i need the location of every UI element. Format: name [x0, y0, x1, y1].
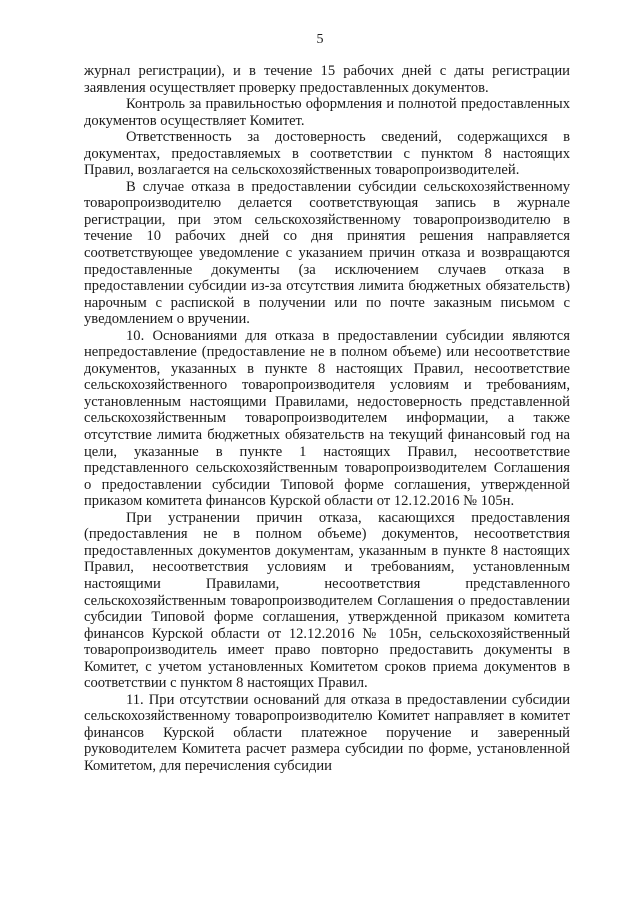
- paragraph-control: Контроль за правильностью оформления и полнотой предоставленных документов осуществляет Комитет.: [84, 96, 570, 129]
- page-number: 5: [316, 32, 324, 47]
- document-body: [84, 63, 570, 775]
- paragraph-clause-10: 10. Основаниями для отказа в предоставлении субсидии являются непредоставление (предоставление не в полном объеме) или несоответствие документов, указанных в пункте 8 настоящих Правил, несоответствие сельскохозяйственного товаропроизводителя условиям и требованиям, установленным настоящими Правилами, недостоверность представленной сельскохозяйственным товаропроизводителем информации, а также отсутствие лимита бюджетных обязательств на текущий финансовый год на цели, указанные в пункте 1 настоящих Правил, несоответствие представленного сельскохозяйственным товаропроизводителем Соглашения о предоставлении субсидии Типовой форме соглашения, утвержденной приказом комитета финансов Курской области от 12.12.2016 № 105н.: [84, 327, 570, 510]
- paragraph-refusal-notice: В случае отказа в предоставлении субсидии сельскохозяйственному товаропроизводителю делается соответствующая запись в журнале регистрации, при этом сельскохозяйственному товаропроизводителю в течение 10 рабочих дней со дня принятия решения направляется соответствующее уведомление с указанием причин отказа и возвращаются предоставленные документы (за исключением случаев отказа в предоставлении субсидии из-за отсутствия лимита бюджетных обязательств) нарочным с распиской в получении или по почте заказным письмом с уведомлением о вручении.: [84, 178, 570, 328]
- paragraph-registration-journal: журнал регистрации), и в течение 15 рабочих дней с даты регистрации заявления осуществляет проверку предоставленных документов.: [84, 63, 570, 96]
- paragraph-resubmission: При устранении причин отказа, касающихся предоставления (предоставления не в полном объеме) документов, несоответствия предоставленных документов документам, указанным в пункте 8 настоящих Правил, несоответствия условиям и требованиям, установленным настоящими Правилами, несоответствия представленного сельскохозяйственным товаропроизводителем Соглашения о предоставлении субсидии Типовой форме соглашения, утвержденной приказом комитета финансов Курской области от 12.12.2016 № 105н, сельскохозяйственный товаропроизводитель имеет право повторно предоставить документы в Комитет, с учетом установленных Комитетом сроков приема документов в соответствии с пунктом 8 настоящих Правил.: [84, 509, 570, 692]
- paragraph-clause-11: 11. При отсутствии оснований для отказа в предоставлении субсидии сельскохозяйственному товаропроизводителю Комитет направляет в комитет финансов Курской области платежное поручение и заверенный руководителем Комитета расчет размера субсидии по форме, установленной Комитетом, для перечисления субсидии: [84, 691, 570, 774]
- paragraph-responsibility: Ответственность за достоверность сведений, содержащихся в документах, предоставляемых в соответствии с пунктом 8 настоящих Правил, возлагается на сельскохозяйственных товаропроизводителей.: [84, 129, 570, 179]
